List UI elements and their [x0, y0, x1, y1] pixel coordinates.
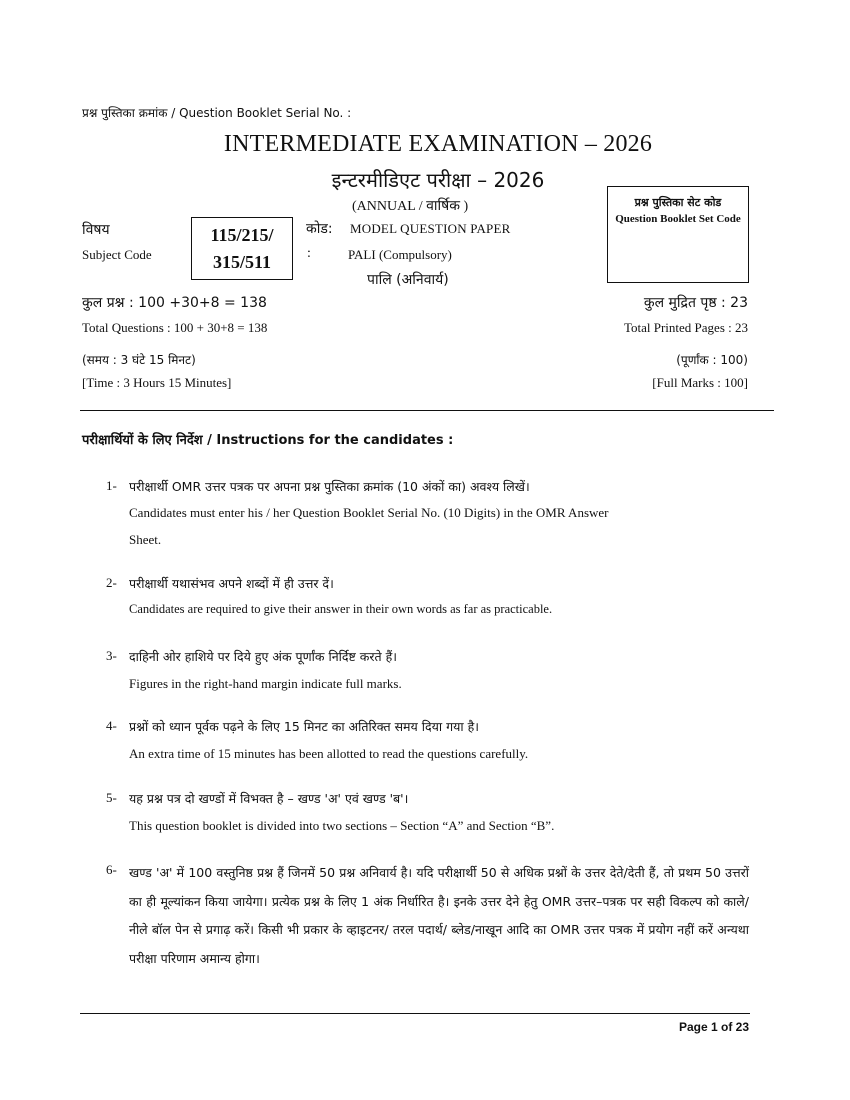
- instruction-1-hindi: परीक्षार्थी OMR उत्तर पत्रक पर अपना प्रश्न पुस्तिका क्रमांक (10 अंकों का) अवश्य लिखें।: [129, 479, 530, 494]
- code-label-hindi: कोड:: [306, 221, 333, 237]
- total-pages-english: Total Printed Pages : 23: [623, 320, 748, 335]
- paper-type: MODEL QUESTION PAPER: [350, 221, 511, 236]
- instruction-2-hindi: परीक्षार्थी यथासंभव अपने शब्दों में ही उत्तर दें।: [129, 576, 334, 591]
- subject-name-hindi: पालि (अनिवार्य): [367, 272, 449, 288]
- instruction-1-number: 1-: [106, 478, 117, 493]
- subject-code-label: Subject Code: [82, 247, 152, 262]
- instruction-5-number: 5-: [106, 790, 117, 805]
- instruction-5-english: This question booklet is divided into two sections – Section “A” and Section “B”.: [129, 818, 555, 833]
- total-questions-hindi: कुल प्रश्न : 100 +30+8 = 138: [82, 295, 267, 311]
- subject-label-hindi: विषय: [82, 222, 110, 238]
- time-english: [Time : 3 Hours 15 Minutes]: [82, 375, 232, 390]
- exam-title-hindi: इन्टरमीडिएट परीक्षा – 2026: [331, 168, 545, 192]
- instruction-1-english-cont: Sheet.: [129, 532, 162, 547]
- full-marks-english: [Full Marks : 100]: [652, 375, 748, 390]
- full-marks-hindi: (पूर्णांक : 100): [676, 353, 748, 367]
- footer-divider: [80, 1013, 750, 1014]
- instruction-3-english: Figures in the right-hand margin indicate full marks.: [129, 676, 402, 691]
- set-code-label-english: Question Booklet Set Code: [615, 213, 741, 225]
- instruction-2-english: Candidates are required to give their answer in their own words as far as practicable.: [129, 602, 553, 616]
- instruction-1-english: Candidates must enter his / her Question Booklet Serial No. (10 Digits) in the OMR Answer: [129, 505, 609, 520]
- instruction-6-number: 6-: [106, 862, 117, 877]
- instruction-2-number: 2-: [106, 575, 117, 590]
- instruction-4-number: 4-: [106, 718, 117, 733]
- instruction-4-english: An extra time of 15 minutes has been allotted to read the questions carefully.: [129, 746, 529, 761]
- instruction-5-hindi: यह प्रश्न पत्र दो खण्डों में विभक्त है – खण्ड 'अ' एवं खण्ड 'ब'।: [129, 791, 409, 806]
- subject-code-line-1: 115/215/: [210, 225, 274, 245]
- instruction-6-hindi: खण्ड 'अ' में 100 वस्तुनिष्ठ प्रश्न हैं जिनमें 50 प्रश्न अनिवार्य है। यदि परीक्षार्थी 50 से अधिक प्रश्नों के उत्तर देते/देती हैं, तो प्रथम 50 उत्तरों का ही मूल्यांकन किया जायेगा। प्रत्येक प्रश्न के लिए 1 अंक निर्धारित है। इनके उत्तर देने हेतु OMR उत्तर–पत्रक पर सही विकल्प को काले/नीले बॉल पेन से प्रगाढ़ करें। किसी भी प्रकार के व्हाइटनर/ तरल पदार्थ/ ब्लेड/नाखून आदि का OMR उत्तर पत्रक में प्रयोग नहीं करें अन्यथा परीक्षा परिणाम अमान्य होगा।: [129, 865, 749, 966]
- code-colon: :: [307, 246, 311, 261]
- instruction-4-hindi: प्रश्नों को ध्यान पूर्वक पढ़ने के लिए 15 मिनट का अतिरिक्त समय दिया गया है।: [129, 719, 479, 734]
- serial-number-label: प्रश्न पुस्तिका क्रमांक / Question Booklet Serial No. :: [82, 106, 352, 120]
- total-pages-hindi: कुल मुद्रित पृष्ठ : 23: [643, 295, 748, 311]
- total-questions-english: Total Questions : 100 + 30+8 = 138: [82, 320, 268, 335]
- booklet-set-code-box: [607, 186, 749, 283]
- time-hindi: (समय : 3 घंटे 15 मिनट): [82, 353, 196, 367]
- exam-title-english: INTERMEDIATE EXAMINATION – 2026: [223, 131, 653, 157]
- subject-code-box: [191, 217, 293, 280]
- exam-type: (ANNUAL / वार्षिक ): [352, 199, 469, 214]
- page-number: Page 1 of 23: [678, 1020, 749, 1034]
- header-divider: [80, 410, 774, 411]
- instructions-heading: परीक्षार्थियों के लिए निर्देश / Instructions for the candidates :: [82, 433, 454, 448]
- set-code-label-hindi: प्रश्न पुस्तिका सेट कोड: [634, 196, 722, 209]
- instruction-3-hindi: दाहिनी ओर हाशिये पर दिये हुए अंक पूर्णांक निर्दिष्ट करते हैं।: [129, 649, 397, 664]
- subject-name-english: PALI (Compulsory): [348, 247, 452, 262]
- instruction-3-number: 3-: [106, 648, 117, 663]
- subject-code-line-2: 315/511: [212, 252, 271, 272]
